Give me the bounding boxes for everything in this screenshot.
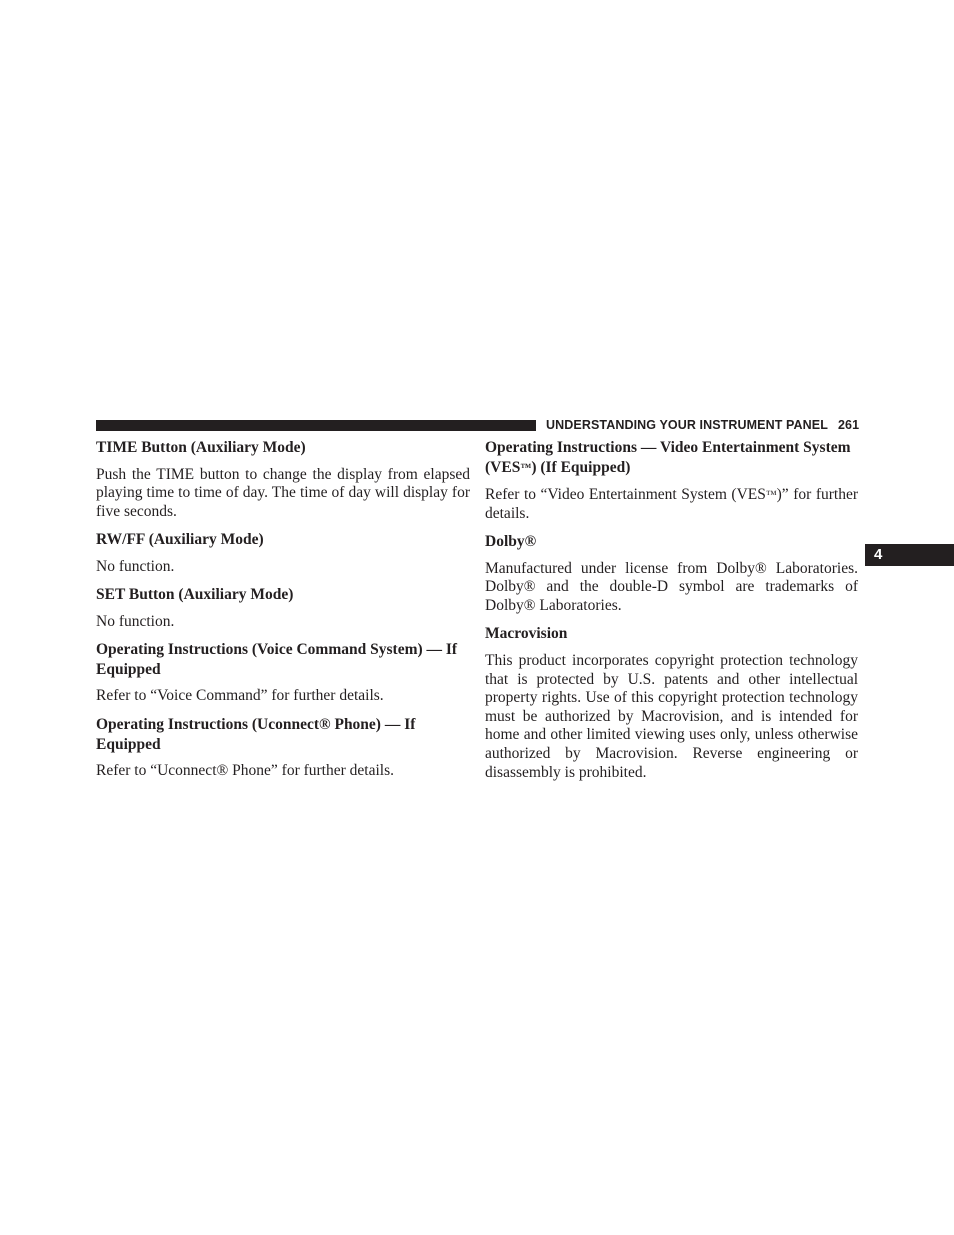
section-body: Refer to “Uconnect® Phone” for further details. — [96, 762, 394, 780]
trademark-symbol: ™ — [520, 461, 532, 474]
header-rule — [96, 420, 536, 431]
right-column — [485, 438, 858, 791]
section-heading: TIME Button (Auxiliary Mode) — [96, 439, 306, 456]
section-body: Refer to “Voice Command” for further details. — [96, 687, 384, 705]
section-heading: Operating Instructions (Uconnect® Phone) — If Equipped — [96, 716, 416, 753]
running-header — [546, 417, 858, 433]
section-body: No function. — [96, 557, 175, 575]
chapter-tab: 4 — [865, 544, 954, 566]
heading-text: Operating Instructions — Video Entertainment System (VES — [485, 439, 851, 476]
trademark-symbol: ™ — [765, 489, 777, 501]
section-heading — [485, 438, 858, 478]
heading-text: ) (If Equipped) — [531, 458, 631, 476]
page-number: 261 — [837, 418, 860, 432]
left-column — [96, 438, 470, 790]
section-body: Manufactured under license from Dolby® Laboratories. Dolby® and the double-D symbol are trademarks of Dolby® Laboratories. — [485, 559, 858, 614]
body-text: Refer to “Video Entertainment System (VES — [485, 486, 766, 503]
section-body: Push the TIME button to change the display from elapsed playing time to time of day. The time of day will display for five seconds. — [96, 465, 470, 520]
section-heading: RW/FF (Auxiliary Mode) — [96, 531, 264, 549]
section-body: No function. — [96, 612, 175, 630]
section-heading: Dolby® — [485, 533, 537, 551]
section-heading: SET Button (Auxiliary Mode) — [96, 586, 294, 604]
body-text: )” for further details. — [485, 486, 858, 522]
section-body: This product incorporates copyright protection technology that is protected by U.S. patents and other intellectual property rights. Use of this copyright protection technology must be authorized by Macrovision, and is intended for home and other limited viewing uses only, unless otherwise authorized by Macrovision. Reverse engineering or disassembly is prohibited. — [485, 651, 858, 781]
section-body — [485, 486, 858, 523]
section-heading: Macrovision — [485, 625, 568, 643]
section-title: UNDERSTANDING YOUR INSTRUMENT PANEL — [546, 418, 828, 432]
section-heading: Operating Instructions (Voice Command System) — If Equipped — [96, 641, 458, 678]
